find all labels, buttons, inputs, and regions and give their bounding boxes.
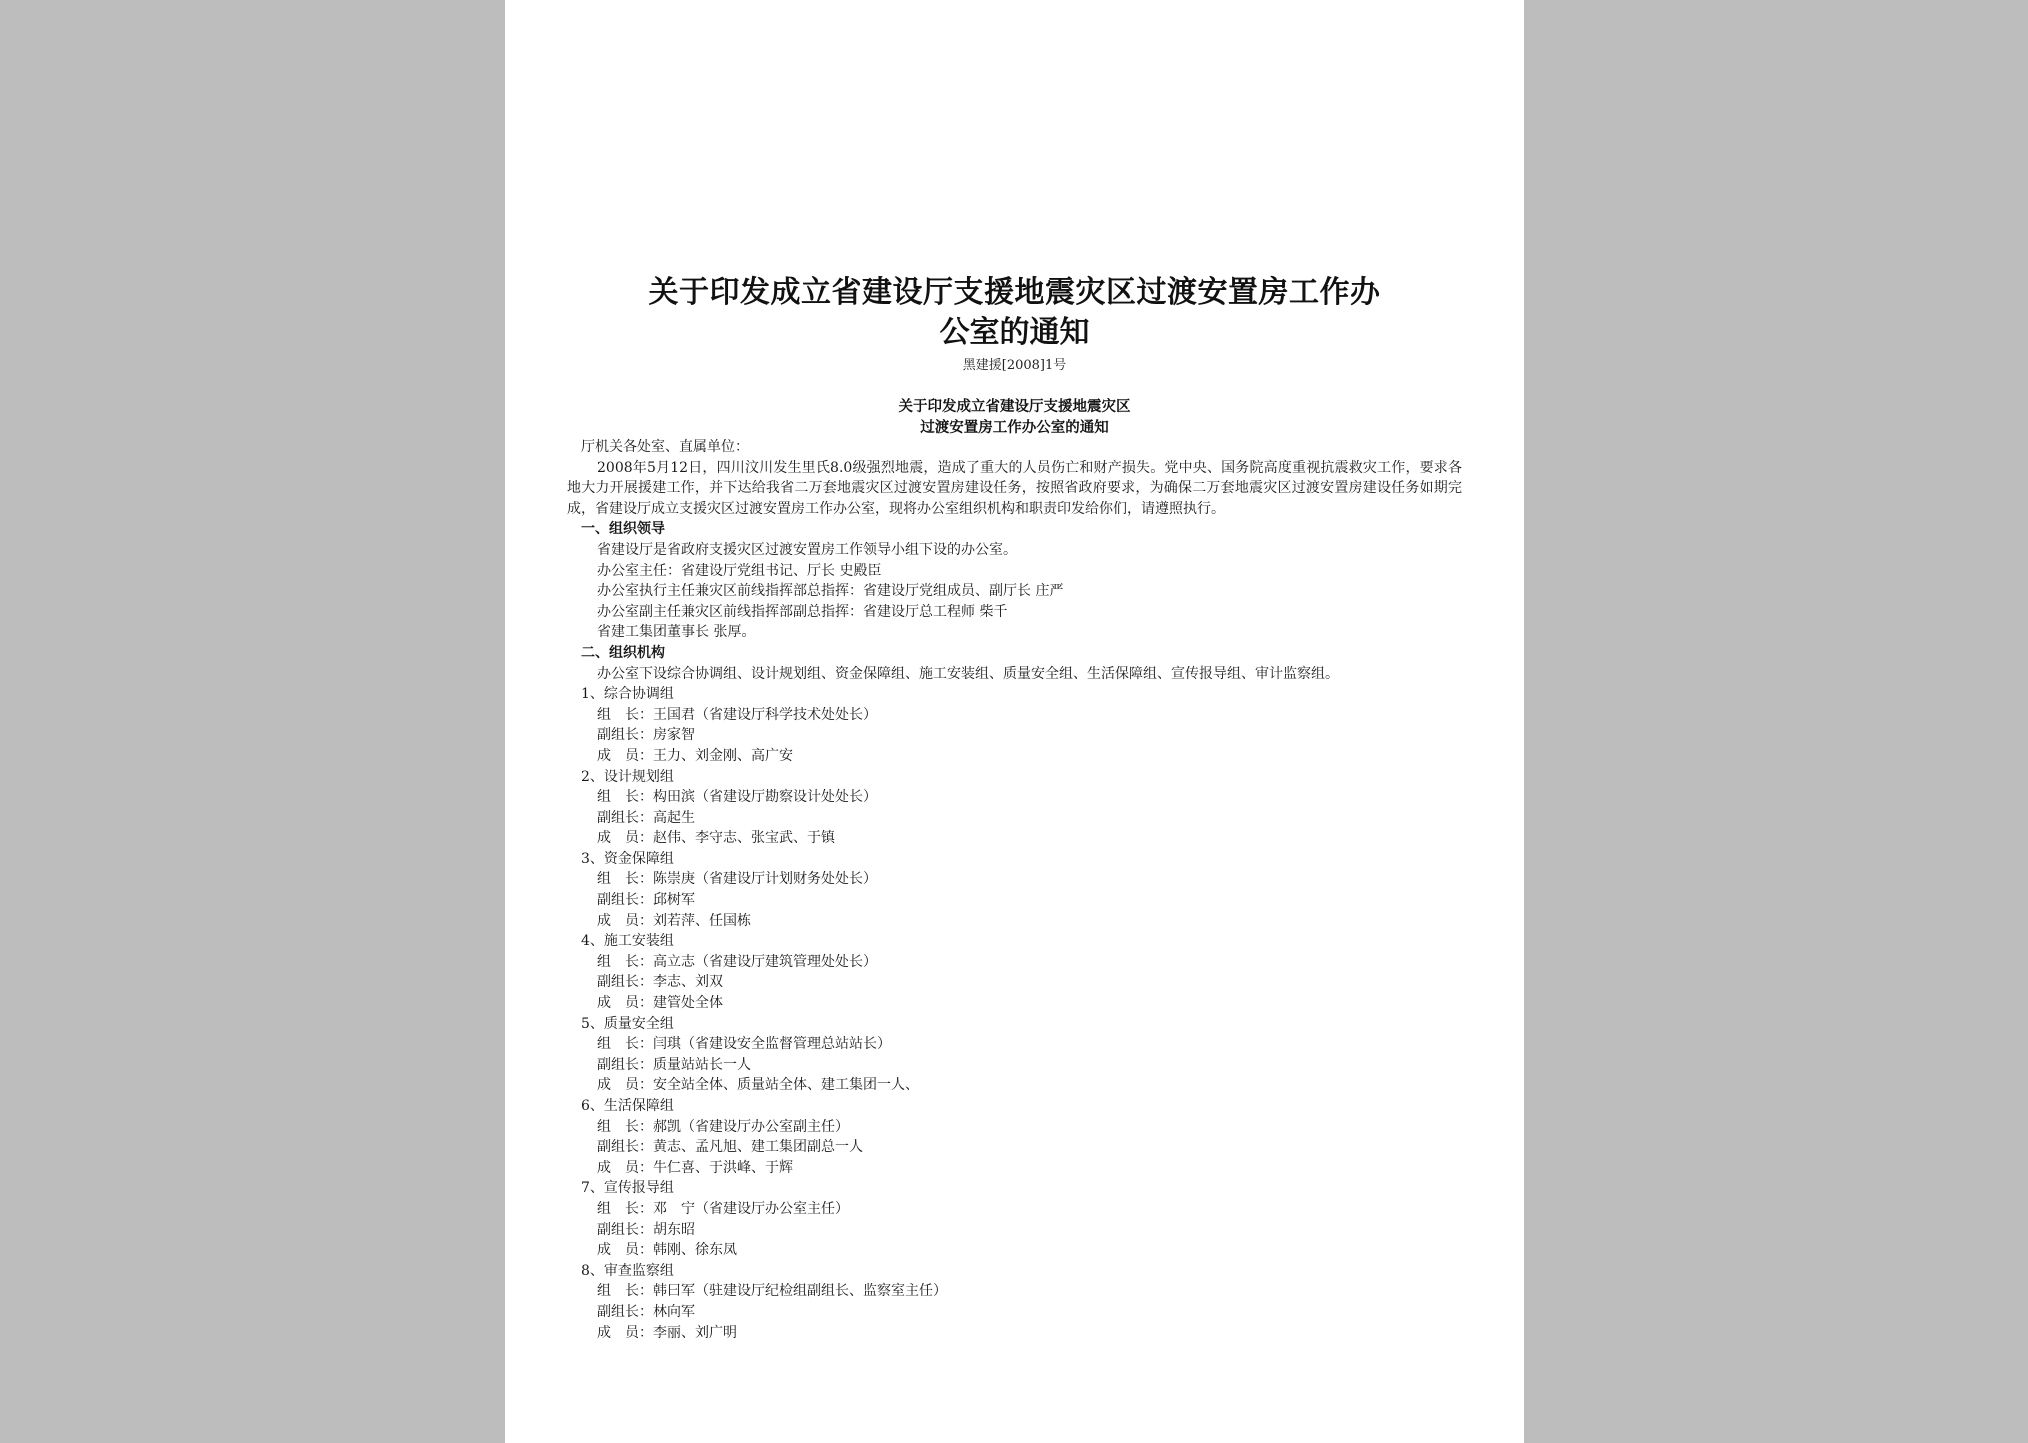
section-2-intro: 办公室下设综合协调组、设计规划组、资金保障组、施工安装组、质量安全组、生活保障组、宣传报导组、审计监察组。	[597, 665, 1339, 682]
group-deputy: 副组长：房家智	[597, 727, 695, 744]
group-leader: 组 长：王国君（省建设厅科学技术处处长）	[597, 706, 877, 723]
section-1-line: 省建设厅是省政府支援灾区过渡安置房工作领导小组下设的办公室。	[597, 541, 1017, 558]
group-name: 1、综合协调组	[581, 686, 674, 703]
group-leader: 组 长：陈崇庚（省建设厅计划财务处处长）	[597, 871, 877, 888]
section-1-line: 省建工集团董事长 张厚。	[597, 624, 756, 641]
group-members: 成 员：王力、刘金刚、高广安	[597, 747, 793, 764]
section-1-heading: 一、组织领导	[581, 521, 665, 538]
section-2-heading: 二、组织机构	[581, 644, 665, 661]
section-1-line: 办公室执行主任兼灾区前线指挥部总指挥：省建设厅党组成员、副厅长 庄严	[597, 583, 1064, 600]
group-leader: 组 长：构田滨（省建设厅勘察设计处处长）	[597, 789, 877, 806]
sub-title-line-2: 过渡安置房工作办公室的通知	[920, 419, 1109, 436]
document-page	[505, 0, 1524, 1443]
group-leader: 组 长：闫琪（省建设安全监督管理总站站长）	[597, 1036, 891, 1053]
document-number: 黑建援[2008]1号	[962, 358, 1067, 373]
group-leader: 组 长：韩曰军（驻建设厅纪检组副组长、监察室主任）	[597, 1283, 947, 1300]
group-members: 成 员：牛仁喜、于洪峰、于辉	[597, 1159, 793, 1176]
section-1-line: 办公室主任：省建设厅党组书记、厅长 史殿臣	[597, 562, 882, 579]
group-members: 成 员：安全站全体、质量站全体、建工集团一人、	[597, 1077, 919, 1094]
group-leader: 组 长：高立志（省建设厅建筑管理处处长）	[597, 953, 877, 970]
group-name: 6、生活保障组	[581, 1098, 674, 1114]
main-title-line-1: 关于印发成立省建设厅支援地震灾区过渡安置房工作办	[648, 275, 1381, 310]
group-members: 成 员：刘若萍、任国栋	[597, 912, 751, 929]
group-deputy: 副组长：质量站站长一人	[597, 1056, 751, 1073]
intro-paragraph: 2008年5月12日，四川汶川发生里氏8.0级强烈地震，造成了重大的人员伤亡和财产损失。党中央、国务院高度重视抗震救灾工作，要求各地大力开展援建工作，并下达给我省二万套地震灾区过渡安置房建设任务，按照省政府要求，为确保二万套地震灾区过渡安置房建设任务如期完成，省建设厅成立支援灾区过渡安置房工作办公室，现将办公室组织机构和职责印发给你们，请遵照执行。	[567, 459, 1462, 517]
group-name: 3、资金保障组	[581, 850, 674, 867]
group-members: 成 员：建管处全体	[597, 995, 723, 1012]
main-title-line-2: 公室的通知	[939, 315, 1090, 350]
group-name: 5、质量安全组	[581, 1015, 674, 1032]
section-1-line: 办公室副主任兼灾区前线指挥部副总指挥：省建设厅总工程师 柴千	[597, 603, 1008, 620]
group-leader: 组 长：邓 宁（省建设厅办公室主任）	[597, 1200, 849, 1217]
document-body	[567, 437, 1462, 1343]
group-members: 成 员：韩刚、徐东凤	[597, 1242, 737, 1259]
salutation: 厅机关各处室、直属单位：	[581, 439, 749, 455]
group-members: 成 员：李丽、刘广明	[597, 1324, 737, 1341]
group-members: 成 员：赵伟、李守志、张宝武、于镇	[597, 830, 835, 847]
group-deputy: 副组长：高起生	[597, 809, 695, 826]
group-deputy: 副组长：林向军	[597, 1303, 695, 1320]
group-deputy: 副组长：黄志、孟凡旭、建工集团副总一人	[597, 1139, 863, 1156]
group-deputy: 副组长：邱树军	[597, 892, 695, 909]
group-name: 7、宣传报导组	[581, 1180, 674, 1197]
group-deputy: 副组长：李志、刘双	[597, 974, 723, 991]
group-deputy: 副组长：胡东昭	[597, 1221, 695, 1238]
group-name: 4、施工安装组	[581, 933, 674, 950]
group-name: 2、设计规划组	[581, 768, 674, 785]
group-leader: 组 长：郝凯（省建设厅办公室副主任）	[597, 1118, 849, 1135]
sub-title-line-1: 关于印发成立省建设厅支援地震灾区	[898, 398, 1131, 415]
group-name: 8、审查监察组	[581, 1262, 674, 1279]
